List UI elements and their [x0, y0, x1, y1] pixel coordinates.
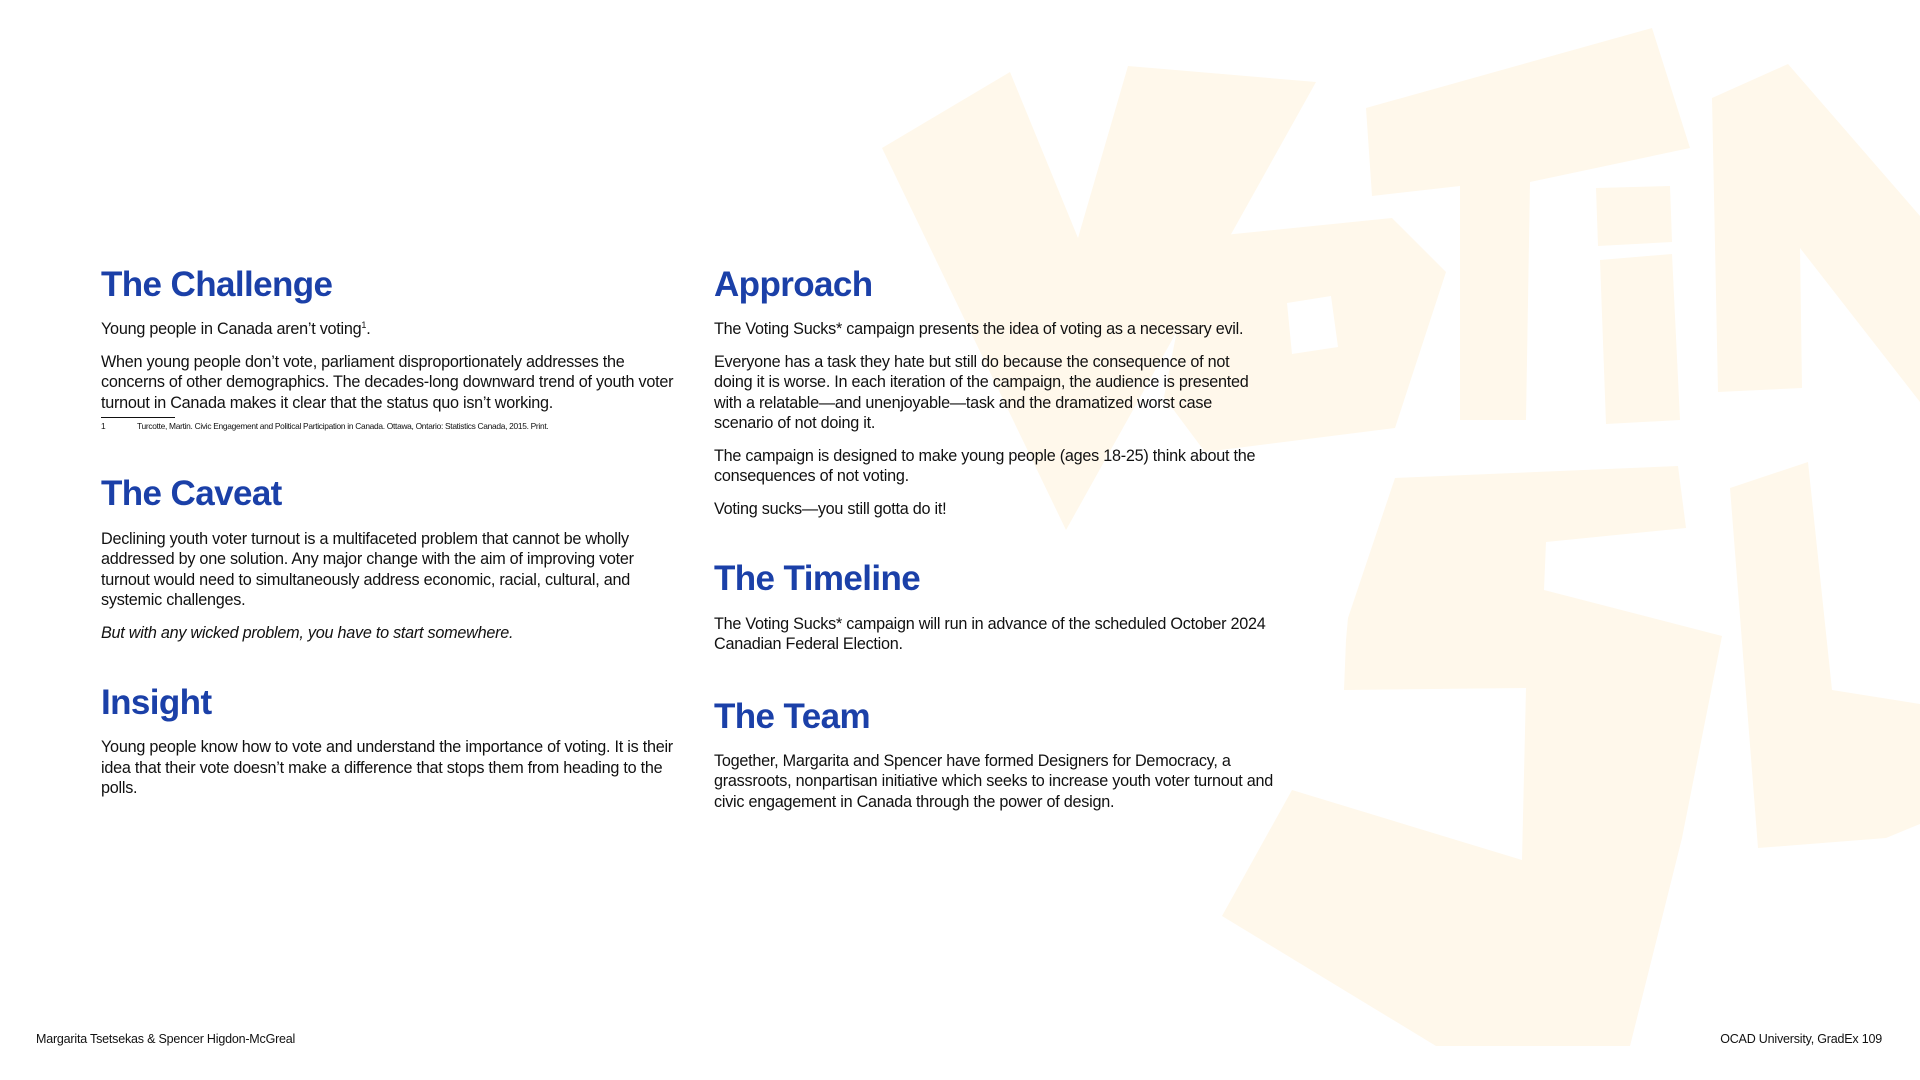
approach-paragraph-4: Voting sucks—you still gotta do it!: [714, 499, 947, 518]
right-column: [714, 265, 1294, 858]
approach-paragraph-2: Everyone has a task they hate but still do because the consequence of not doing it is worse. In each iteration of the campaign, the audience is presented with a relatable—and unenjoyable—task and the dramatized worst case scenario of not doing it.: [714, 352, 1249, 433]
footer-authors: Margarita Tsetsekas & Spencer Higdon-McGreal: [36, 1032, 296, 1046]
letter-i-stem-shape: [1600, 254, 1680, 424]
insight-body: Young people know how to vote and understand the importance of voting. It is their idea that their vote doesn’t make a difference that stops them from heading to the polls.: [101, 738, 673, 798]
approach-heading: Approach: [714, 265, 873, 304]
approach-paragraph-1: The Voting Sucks* campaign presents the idea of voting as a necessary evil.: [714, 320, 1244, 339]
challenge-intro-end: .: [366, 320, 371, 339]
section-the-team: [714, 697, 1294, 813]
team-body: Together, Margarita and Spencer have formed Designers for Democracy, a grassroots, nonpartisan initiative which seeks to increase youth voter turnout and civic engagement in Canada through the power of design.: [714, 751, 1273, 811]
challenge-intro: [101, 319, 681, 340]
section-insight: [101, 683, 681, 799]
letter-s-shape: [1222, 466, 1722, 1046]
the-timeline-heading: The Timeline: [714, 559, 921, 599]
letter-i-dot-shape: [1596, 186, 1672, 246]
footnote-text: Turcotte, Martin. Civic Engagement and Political Participation in Canada. Ottawa, Ontario: Statistics Canada, 2015. Print.: [137, 421, 549, 432]
footer-institution: OCAD University, GradEx 109: [1720, 1032, 1882, 1046]
footnote-number: 1: [101, 421, 106, 432]
timeline-body: The Voting Sucks* campaign will run in advance of the scheduled October 2024 Canadian Federal Election.: [714, 614, 1266, 653]
challenge-body: When young people don’t vote, parliament disproportionately addresses the concerns of other demographics. The decades-long downward trend of youth voter turnout in Canada makes it clear that the status quo isn’t working.: [101, 352, 674, 412]
section-approach: [714, 265, 1294, 519]
footnote-reference[interactable]: 1: [361, 320, 367, 331]
the-caveat-heading: The Caveat: [101, 474, 282, 514]
letter-u-shape: [1730, 462, 1920, 848]
challenge-intro-text: Young people in Canada aren’t voting: [101, 320, 362, 339]
caveat-closing: But with any wicked problem, you have to start somewhere.: [101, 623, 514, 642]
footnote-divider: [101, 417, 175, 418]
caveat-body: Declining youth voter turnout is a multifaceted problem that cannot be wholly addressed by one solution. Any major change with the aim of improving voter turnout would need to simultaneously address economic, racial, cultural, and systemic challenges.: [101, 529, 634, 609]
the-challenge-heading: The Challenge: [101, 265, 333, 304]
footnote: [101, 421, 681, 432]
section-the-caveat: [101, 474, 681, 643]
insight-heading: Insight: [101, 683, 212, 722]
the-team-heading: The Team: [714, 696, 870, 736]
letter-n-shape: [1712, 64, 1920, 402]
section-the-challenge: [101, 265, 681, 432]
approach-paragraph-3: The campaign is designed to make young people (ages 18-25) think about the consequences of not voting.: [714, 446, 1256, 486]
section-the-timeline: [714, 559, 1294, 654]
left-column: [101, 265, 681, 845]
